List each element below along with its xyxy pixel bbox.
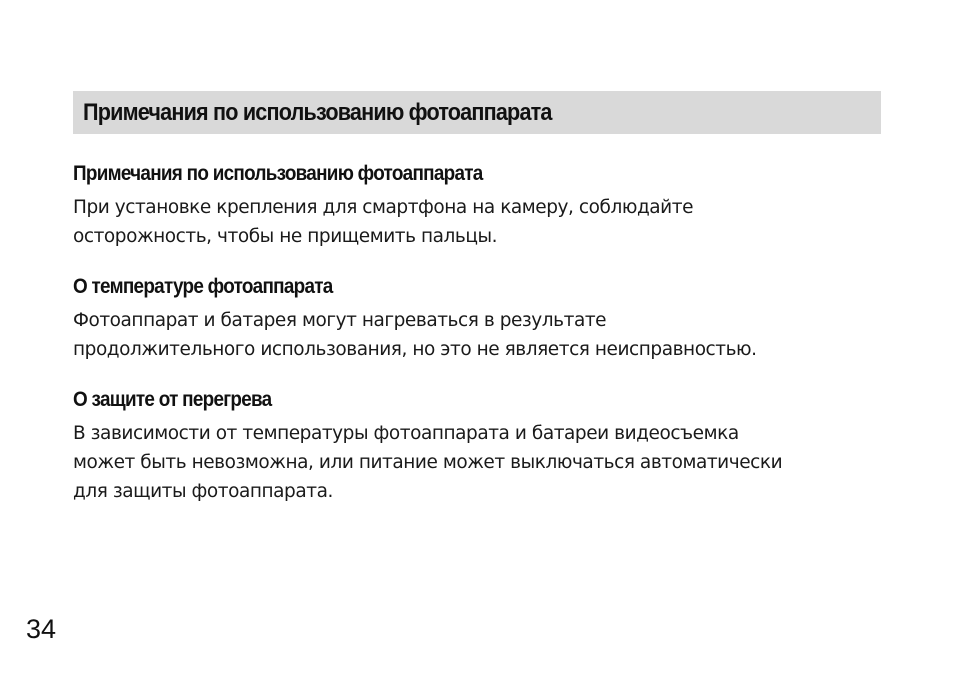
section-paragraph: Фотоаппарат и батарея могут нагреваться в результате продолжительного использования, но это не является неисправностью. (73, 310, 757, 360)
section-camera-temperature (73, 273, 893, 364)
section-banner (73, 91, 881, 134)
section-camera-usage (73, 160, 893, 251)
document-body (73, 160, 893, 528)
section-heading: О защите от перегрева (73, 388, 272, 411)
section-paragraph: При установке крепления для смартфона на камеру, соблюдайте осторожность, чтобы не прищемить пальцы. (73, 197, 694, 247)
section-heading: Примечания по использованию фотоаппарата (73, 162, 483, 185)
section-overheat-protection (73, 386, 893, 506)
section-paragraph: В зависимости от температуры фотоаппарата и батареи видеосъемка может быть невозможна, или питание может выключаться автоматически для защиты фотоаппарата. (73, 423, 783, 502)
page-number: 34 (26, 614, 57, 644)
page-title: Примечания по использованию фотоаппарата (83, 99, 552, 126)
section-heading: О температуре фотоаппарата (73, 275, 333, 298)
